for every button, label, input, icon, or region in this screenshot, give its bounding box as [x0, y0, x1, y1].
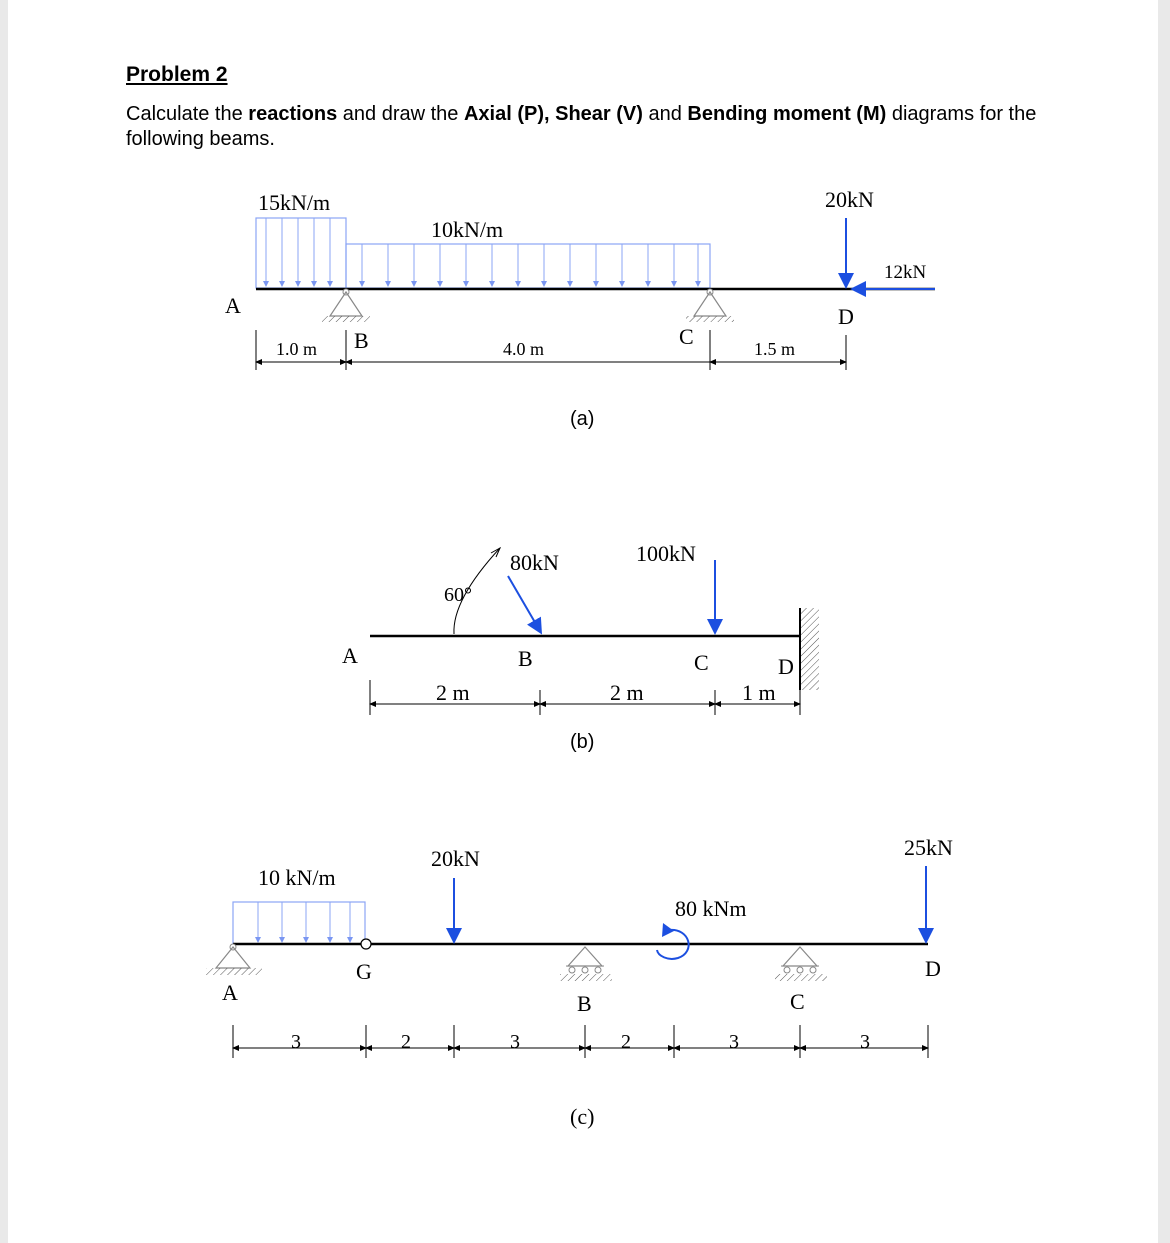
beam-a-label-b: B	[354, 328, 369, 353]
support-c-pin	[686, 289, 734, 322]
udl-15-arrows	[266, 218, 330, 286]
beam-b-angle-label: 60°	[444, 584, 472, 606]
beam-c-point-load-2-label: 25kN	[904, 835, 953, 860]
beam-b-label-a: A	[342, 643, 358, 668]
beam-c-label-g: G	[356, 959, 372, 984]
beam-c-label-b: B	[577, 991, 592, 1016]
instruction-bold-axial-shear: Axial (P), Shear (V)	[463, 103, 643, 125]
beam-c-point-load-1-label: 20kN	[431, 846, 480, 871]
beam-b-point-load-label: 100kN	[636, 541, 696, 566]
instruction-text-4: diagrams for the following beams.	[126, 103, 1037, 150]
udl-10-arrows	[362, 244, 698, 286]
beam-a-diagram	[225, 187, 935, 430]
beam-c-dim-2: 2	[401, 1031, 411, 1053]
problem-title: Problem 2	[126, 63, 228, 86]
beam-c-label-a: A	[222, 980, 238, 1005]
beam-c-diagram	[206, 835, 953, 1129]
beam-a-label-c: C	[679, 324, 694, 349]
beam-a-load-mid-label: 10kN/m	[431, 217, 504, 242]
beam-b-label-d: D	[778, 654, 794, 679]
beam-c-label-d: D	[925, 956, 941, 981]
beam-b-dimension-lines	[370, 680, 800, 715]
beam-c-udl-label: 10 kN/m	[258, 865, 336, 890]
beam-b-dim-cd: 1 m	[742, 680, 776, 705]
beam-b-dim-bc: 2 m	[610, 680, 644, 705]
support-a-pin	[206, 944, 262, 975]
support-b-pin	[322, 289, 370, 322]
beam-a-caption: (a)	[570, 408, 595, 430]
beam-a-label-d: D	[838, 304, 854, 329]
support-b-roller	[560, 947, 612, 981]
beam-c-moment-label: 80 kNm	[675, 896, 747, 921]
instruction-text-1: Calculate the	[126, 103, 249, 125]
inclined-load-80kn-arrow	[508, 576, 540, 631]
support-d-fixed-wall	[800, 608, 819, 690]
beam-b-caption: (b)	[570, 731, 595, 753]
beam-b-label-b: B	[518, 646, 533, 671]
beam-a-dim-bc: 4.0 m	[503, 339, 545, 359]
beam-a-horizontal-load-label: 12kN	[884, 262, 927, 283]
beam-a-load-left-label: 15kN/m	[258, 190, 331, 215]
beam-a-dim-ab: 1.0 m	[276, 339, 318, 359]
hinge-g	[361, 939, 371, 949]
beam-a-dim-cd: 1.5 m	[754, 339, 796, 359]
support-c-roller	[775, 947, 827, 981]
udl-10-knm-block	[233, 902, 365, 944]
instruction-text-3: and	[642, 103, 688, 125]
instruction-text-2: and draw the	[337, 103, 464, 125]
beam-b-dim-ab: 2 m	[436, 680, 470, 705]
beam-c-dim-5: 3	[729, 1031, 739, 1053]
udl-10-knm-arrows	[258, 902, 350, 942]
beam-b-inclined-load-label: 80kN	[510, 550, 559, 575]
instruction-bold-moment: Bending moment (M)	[687, 103, 887, 125]
beam-b-diagram	[342, 541, 819, 753]
beam-a-point-load-label: 20kN	[825, 187, 874, 212]
beam-c-dim-3: 3	[510, 1031, 520, 1053]
udl-15-block	[256, 218, 346, 288]
beam-b-label-c: C	[694, 650, 709, 675]
beam-c-label-c: C	[790, 989, 805, 1014]
udl-10-block	[346, 244, 710, 288]
instruction-bold-reactions: reactions	[248, 103, 338, 125]
beam-c-dimension-lines	[233, 1025, 928, 1058]
beam-c-caption: (c)	[570, 1104, 595, 1129]
beam-a-label-a: A	[225, 293, 241, 318]
beam-c-dim-1: 3	[291, 1031, 301, 1053]
beam-c-dim-6: 3	[860, 1031, 870, 1053]
beam-c-dim-4: 2	[621, 1031, 631, 1053]
